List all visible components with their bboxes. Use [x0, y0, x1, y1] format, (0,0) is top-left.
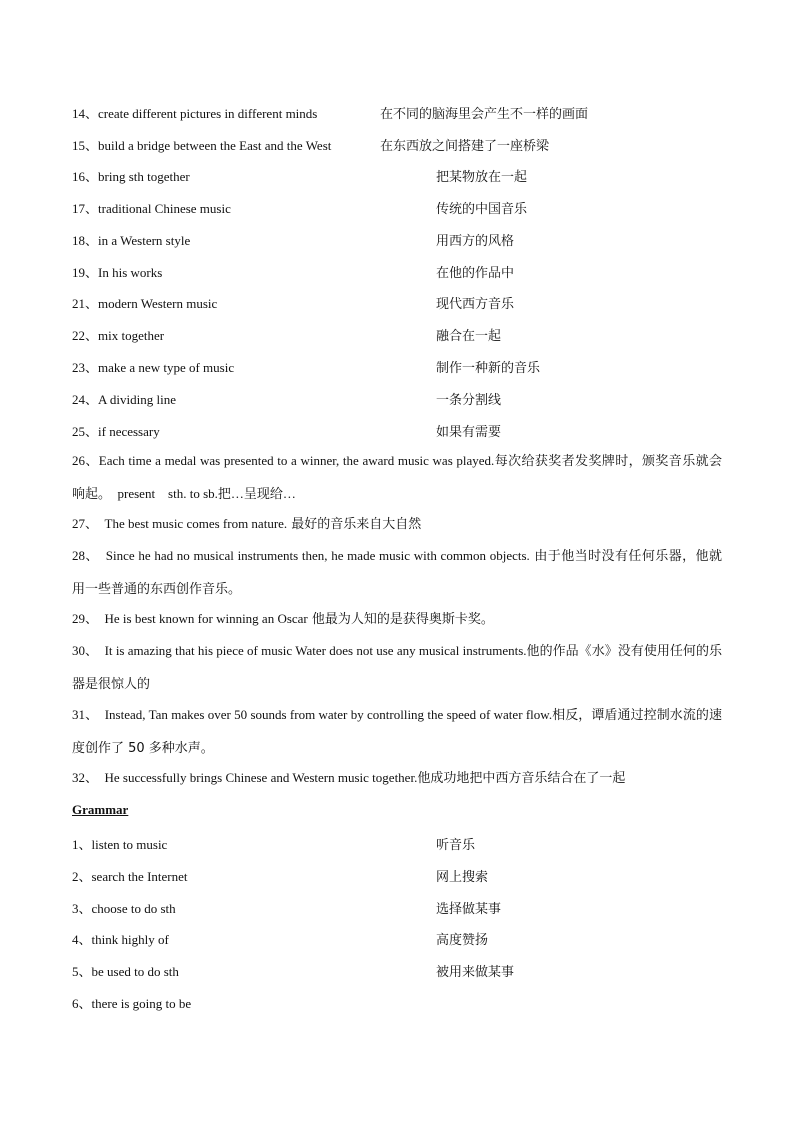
grammar-english: 3、choose to do sth: [72, 901, 176, 916]
sentence-english: 32、 He successfully brings Chinese and Western music together.: [72, 770, 418, 785]
sentence-chinese: 由于他当时没有任何乐器，他就用一些普通的东西创作音乐。: [72, 549, 722, 597]
phrase-english: 14、create different pictures in different minds: [72, 106, 318, 121]
sentence-item: [72, 762, 722, 795]
grammar-chinese: 网上搜索: [436, 870, 489, 885]
phrase-english: 25、if necessary: [72, 424, 160, 439]
phrase-english: 17、traditional Chinese music: [72, 201, 231, 216]
sentence-chinese: 每次给获奖者发奖牌时，颁奖音乐就会响起。: [72, 454, 722, 502]
sentence-english: 30、 It is amazing that his piece of music Water does not use any musical instruments.: [72, 643, 527, 658]
phrase-chinese: 如果有需要: [436, 425, 502, 440]
sentence-chinese: 他最为人知的是获得奥斯卡奖。: [307, 612, 494, 627]
grammar-chinese: 高度赞扬: [436, 933, 489, 948]
grammar-english: 2、search the Internet: [72, 869, 188, 884]
phrase-english: 15、build a bridge between the East and the West: [72, 138, 332, 153]
sentence-item: [72, 445, 722, 510]
grammar-english: 5、be used to do sth: [72, 964, 179, 979]
phrase-chinese: 融合在一起: [436, 329, 502, 344]
grammar-chinese: 被用来做某事: [436, 965, 515, 980]
phrase-chinese: 制作一种新的音乐: [436, 361, 541, 376]
grammar-english: 6、there is going to be: [72, 996, 192, 1011]
sentence-chinese: 最好的音乐来自大自然: [287, 517, 422, 532]
phrase-english: 24、A dividing line: [72, 392, 177, 407]
phrase-english: 19、In his works: [72, 265, 163, 280]
phrase-english: 18、in a Western style: [72, 233, 191, 248]
sentence-english: 27、 The best music comes from nature.: [72, 516, 288, 531]
sentence-english: 31、 Instead, Tan makes over 50 sounds from water by controlling the speed of water flow.: [72, 707, 553, 722]
phrase-english: 22、mix together: [72, 328, 165, 343]
phrase-english: 23、make a new type of music: [72, 360, 235, 375]
sentence-english: 26、Each time a medal was presented to a winner, the award music was played.: [72, 453, 495, 468]
sentence-chinese: 他的作品《水》没有使用任何的乐器是很惊人的: [72, 644, 722, 692]
phrase-chinese: 在不同的脑海里会产生不一样的画面: [380, 107, 589, 122]
section-heading-grammar: Grammar: [72, 802, 129, 817]
sentence-item: [72, 635, 722, 700]
sentence-item: [72, 603, 722, 636]
phrase-chinese: 用西方的风格: [436, 234, 515, 249]
sentence-chinese: 他成功地把中西方音乐结合在了一起: [417, 771, 626, 786]
grammar-english: 1、listen to music: [72, 837, 168, 852]
sentence-chinese: 相反，谭盾通过控制水流的速度创作了 50 多种水声。: [72, 708, 722, 756]
grammar-chinese: 听音乐: [436, 838, 476, 853]
sentence-item: [72, 699, 722, 764]
phrase-chinese: 在东西放之间搭建了一座桥梁: [380, 139, 550, 154]
phrase-chinese: 现代西方音乐: [436, 297, 515, 312]
grammar-english: 4、think highly of: [72, 932, 169, 947]
sentence-english: 29、 He is best known for winning an Oscar: [72, 611, 308, 626]
phrase-chinese: 一条分割线: [436, 393, 502, 408]
sentence-english: 28、 Since he had no musical instruments then, he made music with common objects.: [72, 548, 530, 563]
phrase-chinese: 传统的中国音乐: [436, 202, 528, 217]
phrase-english: 21、modern Western music: [72, 296, 218, 311]
sentence-item: [72, 508, 722, 541]
phrase-english: 16、bring sth together: [72, 169, 190, 184]
sentence-note: present sth. to sb.把…呈现给…: [104, 485, 296, 501]
phrase-chinese: 把某物放在一起: [436, 170, 528, 185]
sentence-item: [72, 540, 722, 605]
grammar-chinese: 选择做某事: [436, 902, 502, 917]
phrase-chinese: 在他的作品中: [436, 266, 515, 281]
